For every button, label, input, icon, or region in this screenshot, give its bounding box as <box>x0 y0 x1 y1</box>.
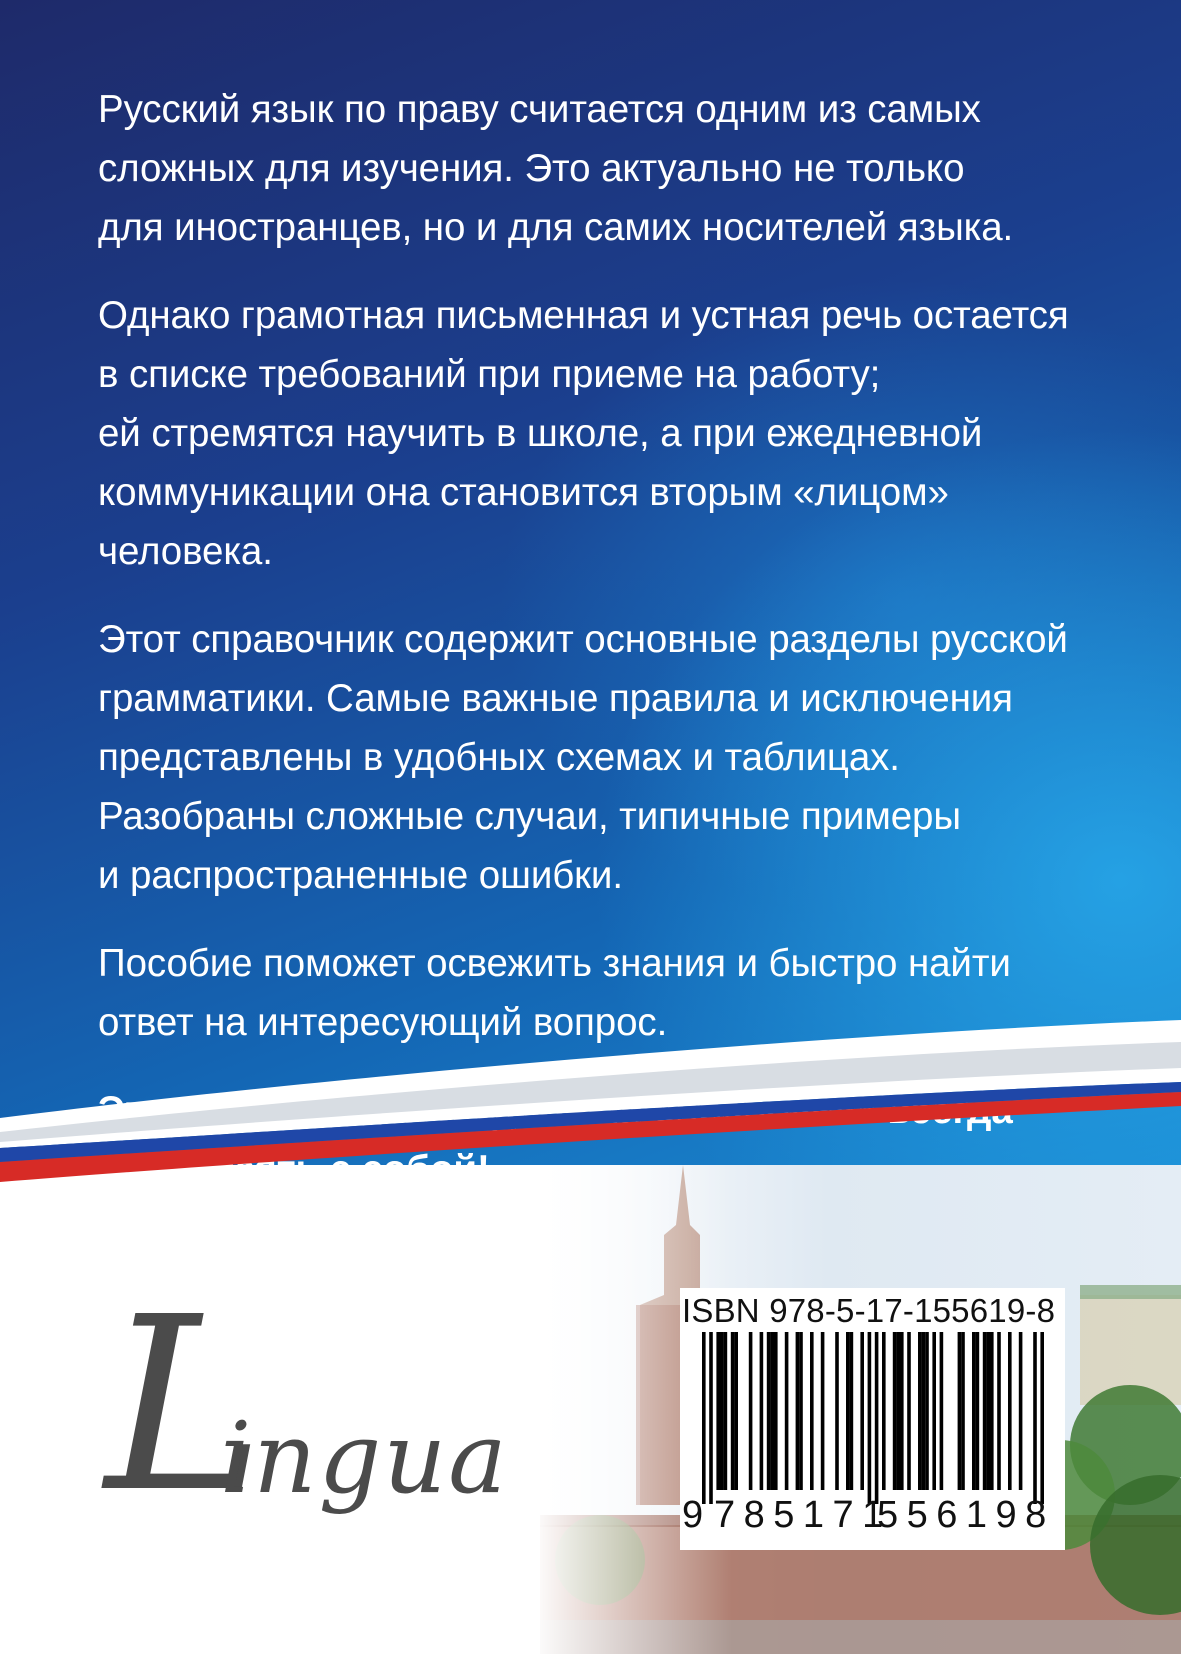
barcode-bar <box>907 1332 911 1490</box>
barcode-bar <box>900 1332 904 1490</box>
barcode-bar <box>940 1332 944 1490</box>
barcode-bar <box>882 1332 886 1490</box>
paragraph-2 <box>98 286 1098 581</box>
barcode-bar <box>1019 1332 1023 1490</box>
barcode-bar <box>896 1332 900 1490</box>
barcode-bar <box>958 1332 962 1490</box>
barcode-bar <box>997 1332 1001 1490</box>
barcode-bar <box>983 1332 987 1490</box>
barcode-bar <box>922 1332 926 1490</box>
ean-first-digit: 9 <box>682 1494 704 1536</box>
isbn-number: ISBN 978-5-17-155619-8 <box>682 1292 1056 1329</box>
text-line: ей стремятся научить в школе, а при ежедневной <box>98 412 983 455</box>
barcode-bar <box>961 1332 965 1490</box>
barcode-bar <box>702 1332 706 1504</box>
barcode-bar <box>875 1332 879 1504</box>
ean-left-group: 785171 <box>714 1494 892 1536</box>
barcode-bar <box>724 1332 728 1490</box>
barcode-bar <box>810 1332 814 1490</box>
barcode-bar <box>796 1332 800 1490</box>
barcode-bar <box>972 1332 976 1490</box>
ean-right-group: 556198 <box>877 1494 1055 1536</box>
russian-flag-swoosh <box>0 1000 1181 1200</box>
barcode-bar <box>860 1332 864 1490</box>
barcode-bar <box>760 1332 764 1490</box>
text-line: ответ на интересующий вопрос. <box>98 1001 668 1044</box>
barcode-bar <box>709 1332 713 1504</box>
text-line: Этот справочник содержит основные разделы русской <box>98 618 1068 661</box>
barcode-bar <box>925 1332 929 1490</box>
barcode-bar <box>986 1332 990 1490</box>
barcode-bar <box>731 1332 735 1490</box>
text-line: человека. <box>98 530 273 573</box>
text-line: для иностранцев, но и для самих носителей языка. <box>98 206 1014 249</box>
barcode-bar <box>835 1332 839 1490</box>
ean-digits <box>680 1494 1065 1544</box>
text-line: представлены в удобных схемах и таблицах. <box>98 736 900 779</box>
barcode-bar <box>976 1332 980 1490</box>
barcode-bar <box>720 1332 724 1490</box>
text-line: сложных для изучения. Это актуально не только <box>98 147 965 190</box>
text-line: грамматики. Самые важные правила и исключения <box>98 677 1013 720</box>
barcode-bar <box>716 1332 720 1490</box>
barcode-bar <box>1008 1332 1012 1490</box>
text-line: и распространенные ошибки. <box>98 854 623 897</box>
text-line: коммуникации она становится вторым «лицом» <box>98 471 949 514</box>
lingua-logo <box>95 1265 515 1555</box>
barcode-bar <box>821 1332 825 1490</box>
barcode-bar <box>799 1332 803 1490</box>
barcode-bar <box>767 1332 771 1490</box>
barcode-bar <box>932 1332 936 1490</box>
barcode-bar <box>918 1332 922 1490</box>
barcode-bar <box>990 1332 994 1490</box>
barcode-bar <box>1040 1332 1044 1504</box>
barcode <box>680 1288 1065 1550</box>
logo-initial: L <box>105 1265 265 1545</box>
barcode-bar <box>846 1332 850 1490</box>
barcode-bar <box>785 1332 789 1490</box>
text-line: Русский язык по праву считается одним из самых <box>98 88 981 131</box>
barcode-bars <box>680 1332 1065 1507</box>
barcode-bar <box>893 1332 897 1490</box>
barcode-bar <box>734 1332 738 1490</box>
barcode-bar <box>770 1332 774 1490</box>
barcode-bar <box>868 1332 872 1504</box>
paragraph-1 <box>98 80 1098 257</box>
text-line: Однако грамотная письменная и устная речь остается <box>98 294 1069 337</box>
barcode-bar <box>774 1332 778 1490</box>
text-line: Пособие поможет освежить знания и быстро найти <box>98 942 1011 985</box>
barcode-bar <box>749 1332 753 1490</box>
paragraph-3 <box>98 610 1098 905</box>
text-line: Разобраны сложные случаи, типичные примеры <box>98 795 961 838</box>
barcode-bar <box>1033 1332 1037 1504</box>
text-line: в списке требований при приеме на работу; <box>98 353 881 396</box>
barcode-bar <box>850 1332 854 1490</box>
logo-text: ingua <box>220 1402 509 1516</box>
